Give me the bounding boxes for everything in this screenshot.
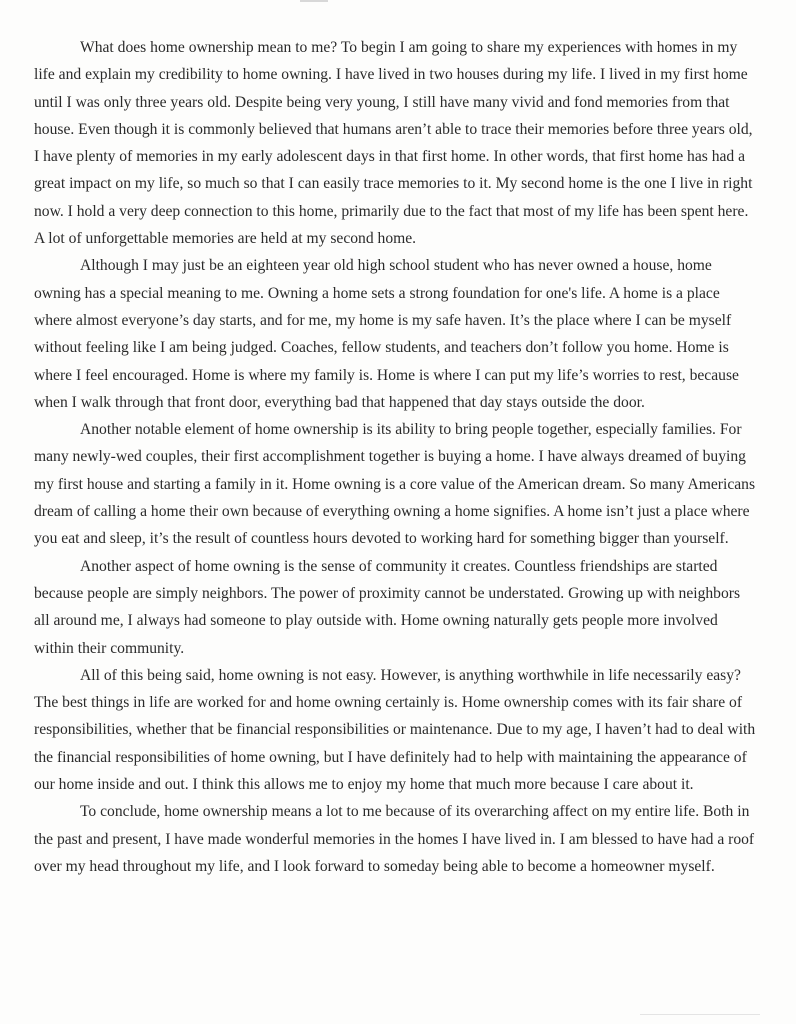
- scan-artifact-bottom: [640, 1014, 760, 1015]
- essay-paragraph-1: What does home ownership mean to me? To begin I am going to share my experiences with homes in my life and explain my credibility to home owning. I have lived in two houses during my life. I lived in my first home until I was only three years old. Despite being very young, I still have many vivid and fond memories from that house. Even though it is commonly believed that humans aren’t able to trace their memories before three years old, I have plenty of memories in my early adolescent days in that first home. In other words, that first home has had a great impact on my life, so much so that I can easily trace memories to it. My second home is the one I live in right now. I hold a very deep connection to this home, primarily due to the fact that most of my life has been spent here. A lot of unforgettable memories are held at my second home.: [34, 39, 753, 248]
- essay-paragraph-2: Although I may just be an eighteen year old high school student who has never owned a house, home owning has a special meaning to me. Owning a home sets a strong foundation for one's life. A home is a place where almost everyone’s day starts, and for me, my home is my safe haven. It’s the place where I can be myself without feeling like I am being judged. Coaches, fellow students, and teachers don’t follow you home. Home is where I feel encouraged. Home is where my family is. Home is where I can put my life’s worries to rest, because when I walk through that front door, everything bad that happened that day stays outside the door.: [34, 257, 739, 411]
- scan-artifact-top: [300, 0, 328, 2]
- essay-paragraph-4: Another aspect of home owning is the sense of community it creates. Countless friendships are started because people are simply neighbors. The power of proximity cannot be understated. Growing up with neighbors all around me, I always had someone to play outside with. Home owning naturally gets people more involved within their community.: [34, 557, 741, 657]
- essay-paragraph-5: All of this being said, home owning is not easy. However, is anything worthwhile in life necessarily easy? The best things in life are worked for and home owning certainly is. Home ownership comes with its fair share of responsibilities, whether that be financial responsibilities or maintenance. Due to my age, I haven’t had to deal with the financial responsibilities of home owning, but I have definitely had to help with maintaining the appearance of our home inside and out. I think this allows me to enjoy my home that much more because I care about it.: [34, 666, 756, 794]
- essay-paragraph-6: To conclude, home ownership means a lot to me because of its overarching affect on my entire life. Both in the past and present, I have made wonderful memories in the homes I have lived in. I am blessed to have had a roof over my head throughout my life, and I look forward to someday being able to become a homeowner myself.: [34, 803, 755, 875]
- essay-paragraph-3: Another notable element of home ownership is its ability to bring people together, especially families. For many newly-wed couples, their first accomplishment together is buying a home. I have always dreamed of buying my first house and starting a family in it. Home owning is a core value of the American dream. So many Americans dream of calling a home their own because of everything owning a home signifies. A home isn’t just a place where you eat and sleep, it’s the result of countless hours devoted to working hard for something bigger than yourself.: [34, 421, 756, 548]
- essay-body: [34, 34, 758, 880]
